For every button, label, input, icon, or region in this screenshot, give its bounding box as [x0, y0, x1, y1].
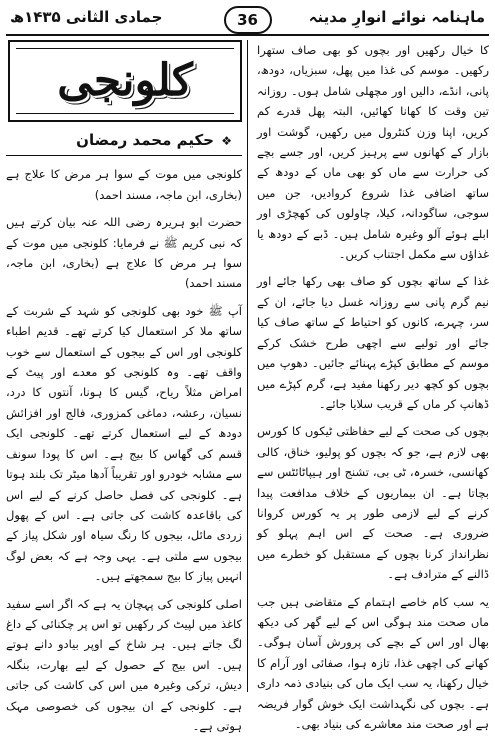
page-header — [6, 4, 489, 36]
paragraph: کا خیال رکھیں اور بچوں کو بھی صاف ستھرا رکھیں۔ موسم کی غذا میں پھل، سبزیاں، دودھ، پانی، انڈے، دالیں اور مچھلی شامل ہوں۔ روزانہ تین وقت کا کھانا کھائیں، البتہ پھل قدرے کم کریں، اپنا وزن کنٹرول میں رکھیں، گوشت اور بازار کے کھانوں سے پرہیز کریں، اور جسے بچے کی حرارت سے ماں کو بھی ماں کے دودھ کے ساتھ اضافی غذا شروع کروادیں، جن میں سوجی، ساگودانہ، کیلا، چاولوں کی کھچڑی اور ابلے ہوئے آلو وغیرہ شامل ہیں۔ ڈبے کے دودھ یا غذاؤں سے مکمل اجتناب کریں۔ — [257, 43, 489, 262]
column-divider — [247, 40, 248, 692]
paragraph: اصلی کلونجی کی پہچان یہ ہے کہ اگر اسے سفید کاغذ میں لپیٹ کر رکھیں تو اس پر چکنائی کے داغ لگ جاتے ہیں۔ ہر شاخ کے اوپر بیادو دانے ہوتے ہیں۔ اس بیج کے حصول کے لیے بھارت، بنگلہ دیش، ترکی وغیرہ میں اس کی کاشت کی جاتی ہے۔ کلونجی کے ان بیجوں کی خصوصی مہک ہوتی ہے۔ — [6, 596, 242, 733]
paragraph: غذا کے ساتھ بچوں کو صاف بھی رکھا جائے اور نیم گرم پانی سے روزانہ غسل دیا جائے، ان کے سر، چہرے، کانوں کو احتیاط کے ساتھ صاف کیا جائے اور تولیے سے اچھی طرح خشک کرکے موسم کے مطابق کپڑے پہنائے جائیں۔ دھوپ میں بچوں کو کچھ دیر رکھنا مفید ہے، گرم کپڑے میں ڈھانپ کر ماں کے قریب سلایا جائے۔ — [257, 274, 489, 411]
article-title: کلونجی — [57, 55, 193, 106]
page-number: 36 — [224, 6, 272, 34]
article-author — [6, 128, 242, 156]
author-name: حکیم محمد رمضان — [76, 131, 214, 149]
left-column — [6, 40, 242, 733]
paragraph: بچوں کی صحت کے لیے حفاظتی ٹیکوں کا کورس بھی لازم ہے، جو کہ بچوں کو پولیو، خناق، کالی کھانسی، خسرہ، ٹی بی، تشنج اور ہیپاٹائٹس سے بچاتا ہے۔ ان بیماریوں کے خلاف مدافعت پیدا کرنے کے لیے لازمی طور پر یہ کورس کروانا ضروری ہے۔ صحت کے اس اہم پہلو کو نظرانداز کرنا بچوں کے مستقبل کو خطرے میں ڈالنے کے مترادف ہے۔ — [257, 424, 489, 582]
magazine-title: ماہنامہ نوائے انوارِ مدینہ — [308, 8, 485, 26]
right-column — [257, 40, 489, 731]
paragraph: حضرت ابو ہریرہ رضی اللہ عنہ بیان کرتے ہیں کہ نبی کریم ﷺ نے فرمایا: کلونجی میں موت کے سوا ہر مرض کا علاج ہے (بخاری، ابن ماجہ، مسند احمد) — [6, 215, 242, 291]
paragraph: یہ سب کام خاصے اہتمام کے متقاضی ہیں جب ماں صحت مند ہوگی اس کے لیے گھر کی دیکھ بھال اور اس کے بچے کی پرورش آسان ہوگی۔ کھانے کی اچھی غذا، تازہ ہوا، صفائی اور آرام کا خیال رکھنا، یہ سب ایک ماں کی بنیادی ذمہ داری ہے۔ بچوں کی نگہداشت ایک خوش گوار فریضہ ہے اور صحت مند معاشرے کی بنیاد بھی۔ — [257, 594, 489, 731]
issue-date: جمادی الثانی ۱۴۳۵ھ — [10, 8, 163, 26]
article-title-box — [8, 40, 242, 122]
paragraph: آپ ﷺ خود بھی کلونجی کو شہد کے شربت کے ساتھ ملا کر استعمال کیا کرتے تھے۔ قدیم اطباء کلونجی اور اس کے بیجوں کے استعمال سے خوب واقف تھے۔ وہ کلونجی کو معدے اور پیٹ کے امراض مثلاً ریاح، گیس کا ہونا، آنتوں کا درد، نسیان، رعشہ، دماغی کمزوری، فالج اور افزائش دودھ کے لیے استعمال کرتے تھے۔ کلونجی ایک قسم کی گھاس کا بیج ہے۔ اس کا پودا سونف سے مشابہ خودرو اور تقریباً آدھا میٹر تک بلند ہوتا ہے۔ کلونجی کی فصل حاصل کرنے کے لیے اس کی باقاعدہ کاشت کی جاتی ہے۔ اس کے پھول زردی مائل، بیجوں کا رنگ سیاہ اور شکل پیاز کے بیجوں سے ملتی ہے۔ یہی وجہ ہے کہ بعض لوگ انہیں پیاز کا بیج سمجھتے ہیں۔ — [6, 303, 242, 584]
ornament-icon: ❖ — [221, 134, 232, 148]
paragraph: کلونجی میں موت کے سوا ہر مرض کا علاج ہے (بخاری، ابن ماجہ، مسند احمد) — [6, 167, 242, 202]
